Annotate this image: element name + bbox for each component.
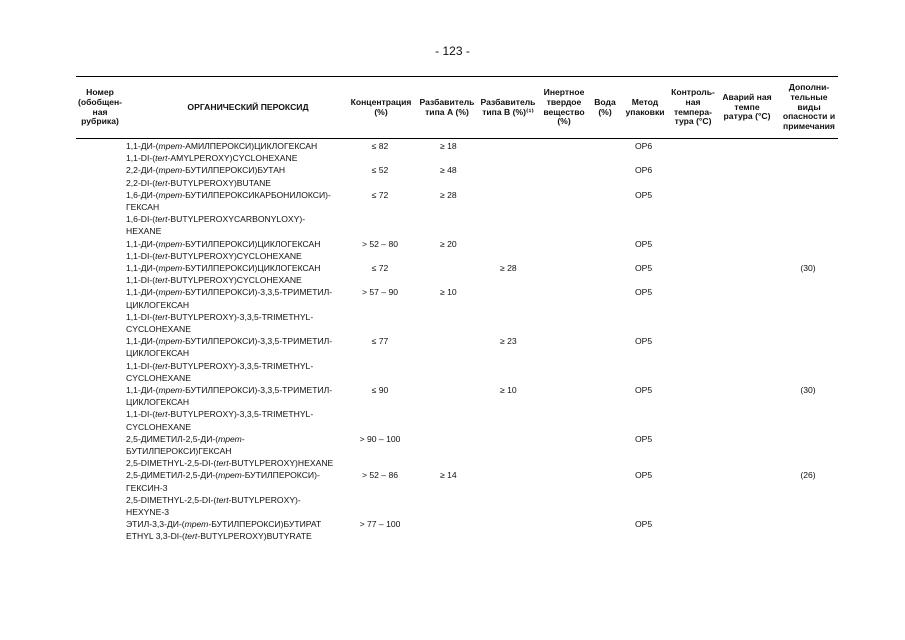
- peroxide-name-line: 2,5-ДИМЕТИЛ-2,5-ДИ-(трет-БУТИЛПЕРОКСИ)-: [126, 470, 320, 481]
- concentration-cell: ≤ 72: [371, 262, 389, 273]
- packing-method-cell: OP5: [635, 336, 653, 347]
- peroxide-name-line: CYCLOHEXANE: [126, 323, 191, 334]
- peroxide-name-line: 1,1-ДИ-(трет-БУТИЛПЕРОКСИ)ЦИКЛОГЕКСАН: [126, 238, 321, 249]
- concentration-cell: > 77 – 100: [359, 519, 401, 530]
- diluent-a-cell: ≥ 28: [440, 189, 457, 200]
- header-number: Номер (обобщен-ная рубрика): [77, 86, 123, 127]
- peroxide-name-line: 2,2-DI-(tert-BUTYLPEROXY)BUTANE: [126, 177, 272, 188]
- header-diluent-a: Разбавитель типа А (%): [419, 96, 475, 117]
- packing-method-cell: OP5: [635, 238, 653, 249]
- header-water: Вода (%): [594, 96, 616, 117]
- diluent-b-cell: ≥ 23: [500, 336, 517, 347]
- table-row: [0, 518, 905, 542]
- peroxide-name: [126, 238, 346, 262]
- peroxide-name-line: CYCLOHEXANE: [126, 372, 191, 383]
- table-row: [0, 189, 905, 238]
- concentration-cell: > 57 – 90: [361, 287, 399, 298]
- packing-method-cell: OP5: [635, 519, 653, 530]
- concentration-cell: ≤ 52: [371, 165, 389, 176]
- concentration-cell: ≤ 82: [371, 141, 389, 151]
- peroxide-name: [126, 384, 346, 433]
- table-row: [0, 238, 905, 262]
- peroxide-name-line: 2,5-DIMETHYL-2,5-DI-(tert-BUTYLPEROXY)HEXANE: [126, 458, 334, 469]
- header-packing: Метод упаковки: [625, 96, 665, 117]
- packing-method-cell: OP5: [635, 262, 653, 273]
- peroxide-name-line: БУТИЛПЕРОКСИ)ГЕКСАН: [126, 445, 232, 456]
- peroxide-name-line: 1,1-DI-(tert-AMYLPEROXY)CYCLOHEXANE: [126, 153, 298, 164]
- peroxide-name: [126, 164, 346, 188]
- header-subsidiary: Дополни-тельные виды опасности и примечания: [782, 81, 836, 132]
- peroxide-name: [126, 286, 346, 335]
- concentration-cell: > 52 – 86: [361, 470, 399, 481]
- peroxide-name-line: 1,6-DI-(tert-BUTYLPEROXYCARBONYLOXY)-: [126, 214, 306, 225]
- peroxide-name-line: ЭТИЛ-3,3-ДИ-(трет-БУТИЛПЕРОКСИ)БУТИРАТ: [126, 519, 322, 530]
- peroxide-name: [126, 518, 346, 542]
- diluent-a-cell: ≥ 10: [440, 287, 457, 298]
- concentration-cell: ≤ 72: [371, 189, 389, 200]
- concentration-cell: > 52 – 80: [361, 238, 399, 249]
- table-row: [0, 262, 905, 286]
- peroxide-name-line: 2,5-DIMETHYL-2,5-DI-(tert-BUTYLPEROXY)-: [126, 494, 301, 505]
- peroxide-name-line: HEXYNE-3: [126, 506, 169, 517]
- peroxide-name-line: ЦИКЛОГЕКСАН: [126, 397, 190, 408]
- peroxide-name-line: 1,1-ДИ-(трет-АМИЛПЕРОКСИ)ЦИКЛОГЕКСАН: [126, 141, 318, 151]
- table-row: [0, 164, 905, 188]
- peroxide-name: [126, 335, 346, 384]
- table-row: [0, 140, 905, 164]
- peroxide-name-line: 1,1-DI-(tert-BUTYLPEROXY)CYCLOHEXANE: [126, 275, 302, 286]
- packing-method-cell: OP6: [635, 141, 653, 151]
- packing-method-cell: OP5: [635, 287, 653, 298]
- packing-method-cell: OP5: [635, 470, 653, 481]
- page-number: - 123 -: [435, 44, 470, 58]
- diluent-b-cell: ≥ 28: [500, 262, 517, 273]
- peroxide-name-line: ETHYL 3,3-DI-(tert-BUTYLPEROXY)BUTYRATE: [126, 531, 312, 542]
- peroxide-name: [126, 189, 346, 238]
- packing-method-cell: OP6: [635, 165, 653, 176]
- table-row: [0, 433, 905, 470]
- diluent-a-cell: ≥ 20: [440, 238, 457, 249]
- peroxide-name-line: HEXANE: [126, 226, 162, 237]
- peroxide-name-line: ГЕКСИН-3: [126, 482, 168, 493]
- concentration-cell: > 90 – 100: [359, 433, 401, 444]
- notes-cell: (30): [800, 262, 816, 273]
- concentration-cell: ≤ 77: [371, 336, 389, 347]
- header-inert-solid: Инертное твердое вещество (%): [543, 86, 585, 127]
- peroxide-name-line: 1,1-ДИ-(трет-БУТИЛПЕРОКСИ)-3,3,5-ТРИМЕТИЛ-: [126, 384, 333, 395]
- peroxide-name-line: 1,1-ДИ-(трет-БУТИЛПЕРОКСИ)-3,3,5-ТРИМЕТИЛ-: [126, 336, 333, 347]
- table-row: [0, 384, 905, 433]
- peroxide-name: [126, 140, 346, 164]
- peroxide-name: [126, 469, 346, 518]
- diluent-b-cell: ≥ 10: [500, 384, 517, 395]
- header-emergency-temp: Аварий ная темпе ратура (°C): [722, 91, 772, 122]
- table-body: [0, 140, 905, 543]
- peroxide-name-line: ГЕКСАН: [126, 201, 160, 212]
- peroxide-name: [126, 262, 346, 286]
- peroxide-name-line: CYCLOHEXANE: [126, 421, 191, 432]
- peroxide-name-line: 2,2-ДИ-(трет-БУТИЛПЕРОКСИ)БУТАН: [126, 165, 286, 176]
- concentration-cell: ≤ 90: [371, 384, 389, 395]
- header-diluent-b: Разбавитель типа В (%)⁽¹⁾: [480, 96, 536, 117]
- diluent-a-cell: ≥ 48: [440, 165, 457, 176]
- table-row: [0, 335, 905, 384]
- peroxide-name-line: ЦИКЛОГЕКСАН: [126, 348, 190, 359]
- peroxide-name-line: 1,6-ДИ-(трет-БУТИЛПЕРОКСИКАРБОНИЛОКСИ)-: [126, 189, 331, 200]
- notes-cell: (26): [800, 470, 816, 481]
- header-concentration: Концентрация (%): [350, 96, 412, 117]
- header-peroxide: ОРГАНИЧЕСКИЙ ПЕРОКСИД: [187, 101, 309, 112]
- peroxide-name-line: 1,1-DI-(tert-BUTYLPEROXY)CYCLOHEXANE: [126, 250, 302, 261]
- header-control-temp: Контроль-ная темпера-тура (°C): [671, 86, 715, 127]
- table-row: [0, 469, 905, 518]
- table-row: [0, 286, 905, 335]
- packing-method-cell: OP5: [635, 189, 653, 200]
- peroxide-name-line: 1,1-ДИ-(трет-БУТИЛПЕРОКСИ)-3,3,5-ТРИМЕТИЛ-: [126, 287, 333, 298]
- peroxide-name-line: 1,1-DI-(tert-BUTYLPEROXY)-3,3,5-TRIMETHYL-: [126, 360, 314, 371]
- peroxide-name-line: 1,1-ДИ-(трет-БУТИЛПЕРОКСИ)ЦИКЛОГЕКСАН: [126, 262, 321, 273]
- peroxide-name-line: 2,5-ДИМЕТИЛ-2,5-ДИ-(трет-: [126, 433, 245, 444]
- peroxide-name-line: ЦИКЛОГЕКСАН: [126, 299, 190, 310]
- table-header: [76, 76, 838, 139]
- peroxide-name: [126, 433, 346, 470]
- diluent-a-cell: ≥ 18: [440, 141, 457, 151]
- packing-method-cell: OP5: [635, 433, 653, 444]
- peroxide-name-line: 1,1-DI-(tert-BUTYLPEROXY)-3,3,5-TRIMETHYL-: [126, 409, 314, 420]
- peroxide-name-line: 1,1-DI-(tert-BUTYLPEROXY)-3,3,5-TRIMETHYL-: [126, 311, 314, 322]
- packing-method-cell: OP5: [635, 384, 653, 395]
- diluent-a-cell: ≥ 14: [440, 470, 457, 481]
- notes-cell: (30): [800, 384, 816, 395]
